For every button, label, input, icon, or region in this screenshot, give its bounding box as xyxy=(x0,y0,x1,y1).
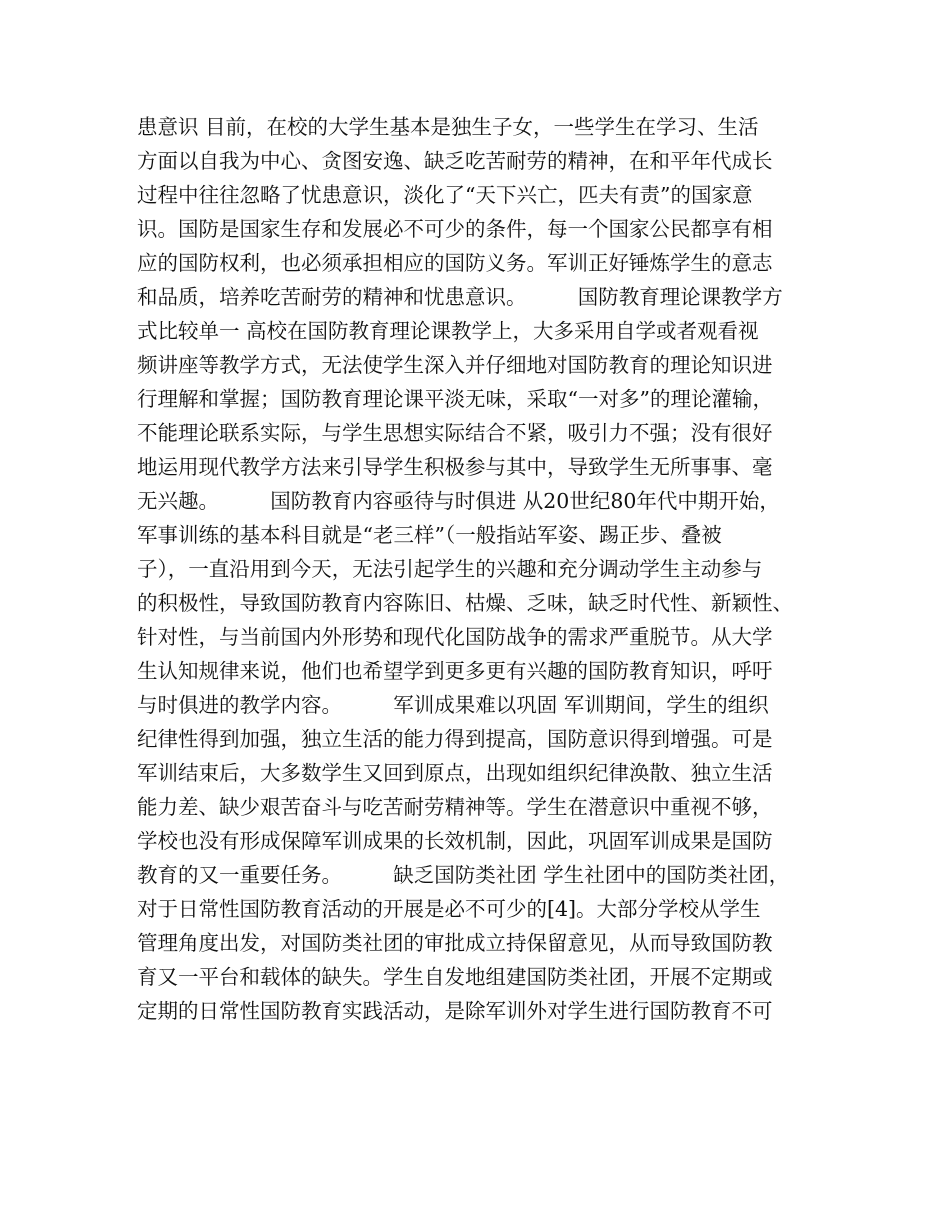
text-line: 定期的日常性国防教育实践活动，是除军训外对学生进行国防教育不可 xyxy=(137,999,773,1023)
text-line: 与时俱进的教学内容。 军训成果难以巩固 军训期间，学生的组织 xyxy=(137,693,769,717)
text-line: 识。国防是国家生存和发展必不可少的条件，每一个国家公民都享有相 xyxy=(137,217,773,241)
text-line: 育又一平台和载体的缺失。学生自发地组建国防类社团，开展不定期或 xyxy=(137,965,773,989)
text-line: 纪律性得到加强，独立生活的能力得到提高，国防意识得到增强。可是 xyxy=(137,727,773,751)
text-line: 学校也没有形成保障军训成果的长效机制，因此，巩固军训成果是国防 xyxy=(137,829,773,853)
text-line: 过程中往往忽略了忧患意识，淡化了“天下兴亡，匹夫有责”的国家意 xyxy=(137,183,753,207)
text-line: 对于日常性国防教育活动的开展是必不可少的[4]。大部分学校从学生 xyxy=(137,897,761,921)
body-text xyxy=(137,110,817,1028)
text-line: 患意识 目前，在校的大学生基本是独生子女，一些学生在学习、生活 xyxy=(137,115,759,139)
text-line: 教育的又一重要任务。 缺乏国防类社团 学生社团中的国防类社团， xyxy=(137,863,790,887)
text-line: 针对性，与当前国内外形势和现代化国防战争的需求严重脱节。从大学 xyxy=(137,625,773,649)
text-line: 子），一直沿用到今天，无法引起学生的兴趣和充分调动学生主动参与 xyxy=(137,557,763,581)
text-line: 行理解和掌握；国防教育理论课平淡无味，采取“一对多”的理论灌输， xyxy=(137,387,773,411)
text-line: 管理角度出发，对国防类社团的审批成立持保留意见，从而导致国防教 xyxy=(137,931,773,955)
text-line: 和品质，培养吃苦耐劳的精神和忧患意识。 国防教育理论课教学方 xyxy=(137,285,783,309)
text-line: 式比较单一 高校在国防教育理论课教学上，大多采用自学或者观看视 xyxy=(137,319,759,343)
text-line: 能力差、缺少艰苦奋斗与吃苦耐劳精神等。学生在潜意识中重视不够， xyxy=(137,795,773,819)
text-line: 应的国防权利，也必须承担相应的国防义务。军训正好锤炼学生的意志 xyxy=(137,251,773,275)
text-line: 方面以自我为中心、贪图安逸、缺乏吃苦耐劳的精神，在和平年代成长 xyxy=(137,149,773,173)
text-line: 生认知规律来说，他们也希望学到更多更有兴趣的国防教育知识，呼吁 xyxy=(137,659,773,683)
text-line: 军事训练的基本科目就是“老三样”（一般指站军姿、踢正步、叠被 xyxy=(137,523,722,547)
text-line: 地运用现代教学方法来引导学生积极参与其中，导致学生无所事事、毫 xyxy=(137,455,773,479)
text-line: 不能理论联系实际，与学生思想实际结合不紧，吸引力不强；没有很好 xyxy=(137,421,773,445)
text-line: 军训结束后，大多数学生又回到原点，出现如组织纪律涣散、独立生活 xyxy=(137,761,773,785)
text-line: 频讲座等教学方式，无法使学生深入并仔细地对国防教育的理论知识进 xyxy=(137,353,773,377)
text-line: 的积极性，导致国防教育内容陈旧、枯燥、乏味，缺乏时代性、新颖性、 xyxy=(137,591,793,615)
text-line: 无兴趣。 国防教育内容亟待与时俱进 从20世纪80年代中期开始， xyxy=(137,489,780,513)
